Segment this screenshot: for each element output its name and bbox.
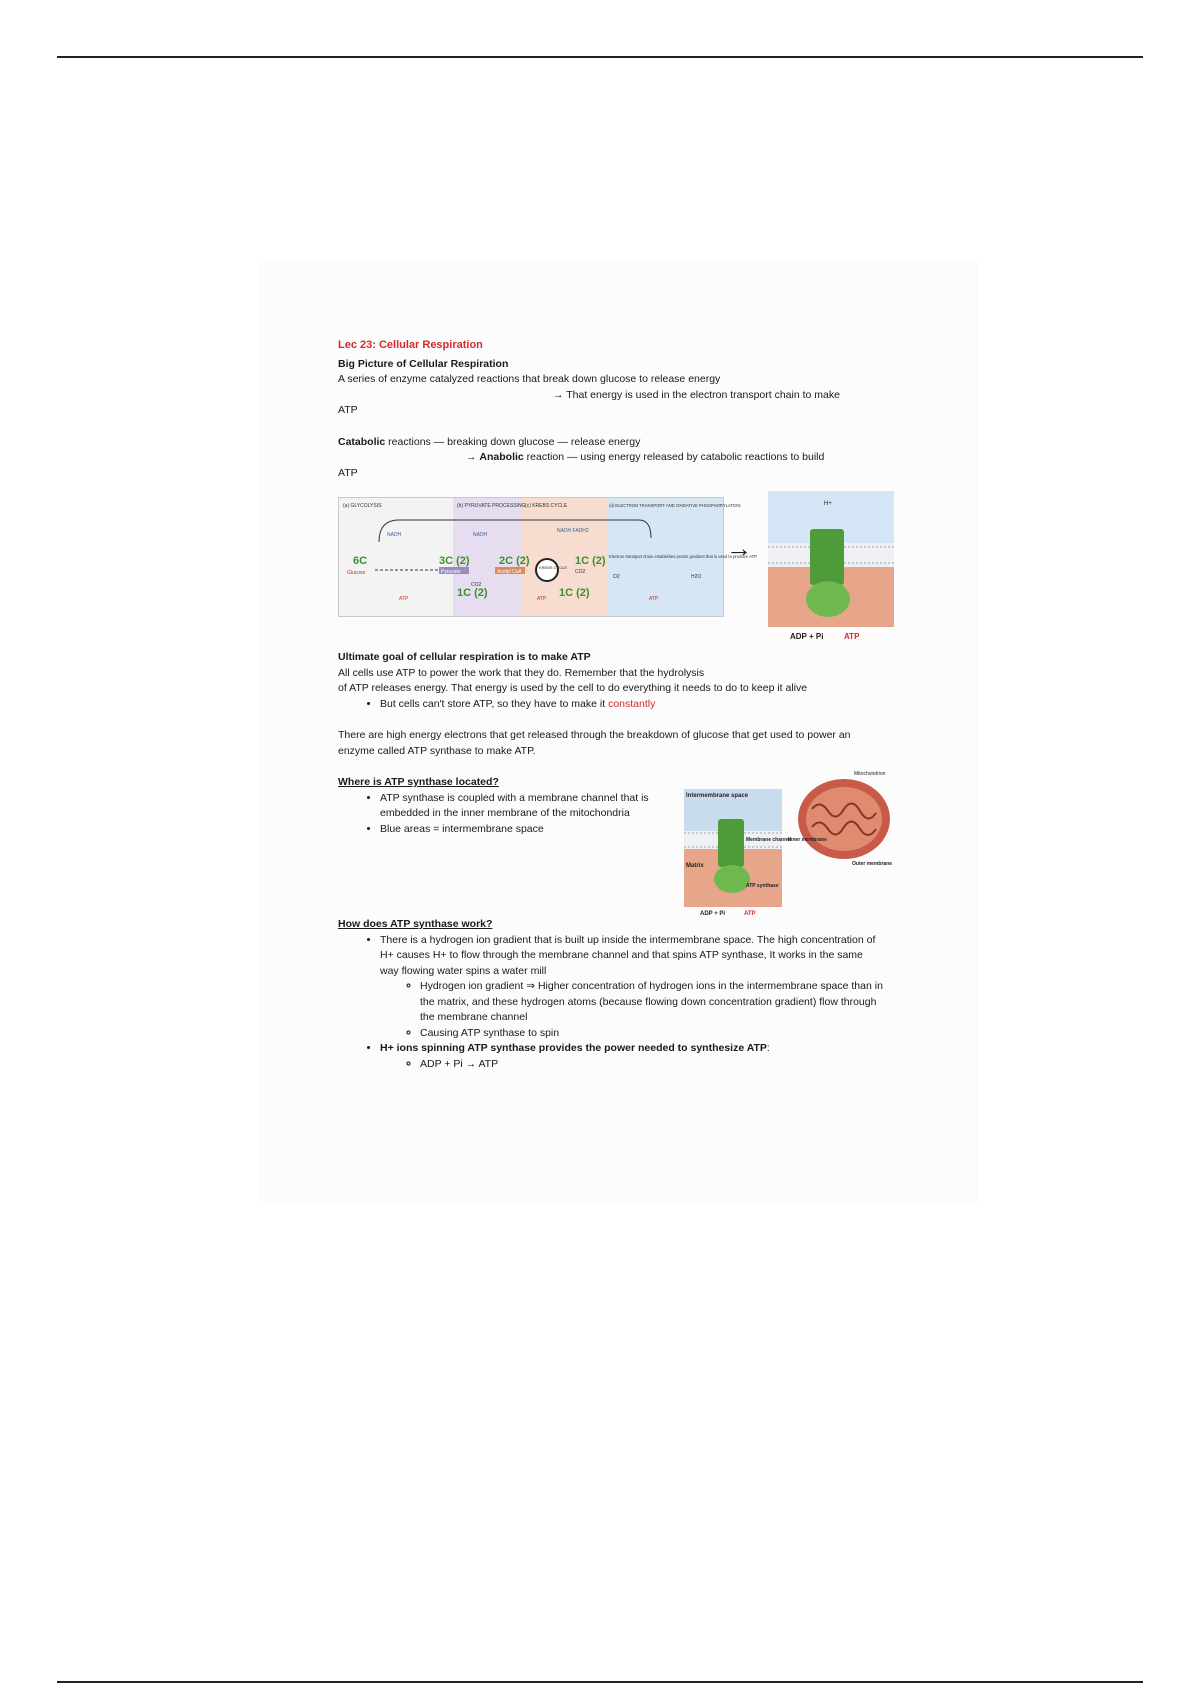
bottom-rule [57,1681,1143,1683]
arrow-to-synthase: → [726,533,752,563]
lecture-title: Lec 23: Cellular Respiration [338,339,483,351]
atp-synthase-figure [768,491,894,643]
nadh-label-a: NADH [387,532,402,538]
how-list [338,933,883,1073]
o2-label: O2 [613,574,620,580]
big-picture-heading: Big Picture of Cellular Respiration [338,357,509,370]
panel-c-label: (c) KREBS CYCLE [525,503,568,509]
how-sub2: ◦ Causing ATP synthase to spin [420,1026,883,1042]
h-ion-label: H+ [824,501,832,507]
how-sub1: ◦ Hydrogen ion gradient ⇒ Higher concentration of hydrogen ions in the intermembrane space than in the matrix, and these hydrogen atoms (because flowing down concentration gradient) flow through the membrane channel [420,979,883,1026]
krebs-label: KREBS CYCLE [539,565,568,570]
document-content [338,338,893,1072]
atp-label-a: ATP [399,596,409,602]
catabolic-rest: reactions — breaking down glucose — release energy [385,435,641,448]
where-heading: Where is ATP synthase located? [338,776,499,788]
how-bullet2 [380,1041,883,1072]
krebs-circle [536,559,558,581]
anabolic-arrow: → [466,451,480,463]
where-section [338,771,893,917]
how-bullet2-colon: : [766,1042,770,1054]
constantly-word: constantly [608,697,656,710]
glucose-label: Glucose [347,570,366,576]
goal-heading: Ultimate goal of cellular respiration is to make ATP [338,651,591,663]
anabolic-line [338,450,883,466]
matrix-label: Matrix [686,863,704,869]
pyruvate-label: Pyruvate [441,569,461,575]
respiration-flow-diagram [338,497,757,617]
h2o-label: H2O [691,574,702,580]
big-picture-line1: A series of enzyme catalyzed reactions that break down glucose to release energy [338,373,721,385]
c1a-label: 1C (2) [575,555,606,567]
acetyl-label: Acetyl CoA [497,569,522,575]
panel-a-label: (a) GLYCOLYSIS [343,503,382,509]
big-picture-line2: → That energy is used in the electron transport chain to make [553,388,840,401]
anabolic-line2: ATP [338,466,358,479]
nadh-fadh2-label: NADH FADH2 [557,528,589,534]
goal-line2: of ATP releases energy. That energy is used by the cell to do everything it needs to do to keep it alive [338,682,808,694]
how-sub3: ◦ ADP + Pi → ATP [420,1057,883,1073]
panel-b-label: (b) PYRUVATE PROCESSING [457,503,526,509]
how-bullet1 [380,933,883,1042]
electrons-paragraph: There are high energy electrons that get released through the breakdown of glucose that get used to power an enzyme called ATP synthase to make ATP. [338,729,851,757]
channel-label: Membrane channel [746,837,792,843]
c6-label: 6C [353,555,368,567]
mito-atp: ATP [744,911,756,917]
mito-caption: ADP + Pi [700,911,726,917]
catabolic-line [338,435,883,451]
respiration-figure-row [338,491,883,646]
goal-line1: All cells use ATP to power the work that they do. Remember that the hydrolysis [338,666,705,679]
how-sublist2 [380,1057,883,1073]
c1c-label: 1C (2) [559,587,590,599]
co2-label-c: CO2 [575,569,586,575]
where-list [338,791,678,838]
inner-label: Inner membrane [788,837,827,843]
catabolic-word: Catabolic [338,435,386,448]
mito-label: Mitochondrion [854,771,886,777]
top-rule [57,56,1143,58]
goal-list [338,697,883,713]
goal-bullet [380,697,883,713]
where-bullet2: • Blue areas = intermembrane space [380,822,678,838]
how-bullet2-text: H+ ions spinning ATP synthase provides the power needed to synthesize ATP [380,1042,767,1054]
goal-bullet-text: But cells can't store ATP, so they have to make it [380,697,609,710]
c2-label: 2C (2) [499,555,530,567]
anabolic-rest: reaction — using energy released by catabolic reactions to build [523,451,825,463]
atp-label-c: ATP [537,596,547,602]
anabolic-word: Anabolic [479,451,524,463]
how-sublist1 [380,979,883,1041]
c1b-label: 1C (2) [457,587,488,599]
synthase-caption: ADP + Pi [790,632,824,641]
nadh-label-b: NADH [473,532,488,538]
intermembrane-label: Intermembrane space [686,793,749,799]
synthase-label: ATP synthase [746,883,779,889]
synthase-atp: ATP [844,632,860,641]
how-bullet1-text: There is a hydrogen ion gradient that is built up inside the intermembrane space. The high concentration of H+ causes H+ to flow through the membrane channel and that spins ATP synthase, It works in the same way flowing water spins a water mill [380,933,876,977]
panel-d-label: (d) ELECTRON TRANSPORT AND OXIDATIVE PHOSPHORYLATION [609,503,741,508]
outer-label: Outer membrane [852,861,893,867]
co2-label-b: CO2 [471,582,482,588]
big-picture-line3: ATP [338,404,358,416]
mitochondrion-figure [684,769,892,919]
atp-label-d: ATP [649,596,659,602]
how-heading: How does ATP synthase work? [338,918,493,930]
etc-note: Electron transport chain establishes proton gradient that is used to produce ATP [609,554,757,559]
where-bullet1: • ATP synthase is coupled with a membrane channel that is embedded in the inner membrane of the mitochondria [380,791,678,822]
c3-label: 3C (2) [439,555,470,567]
